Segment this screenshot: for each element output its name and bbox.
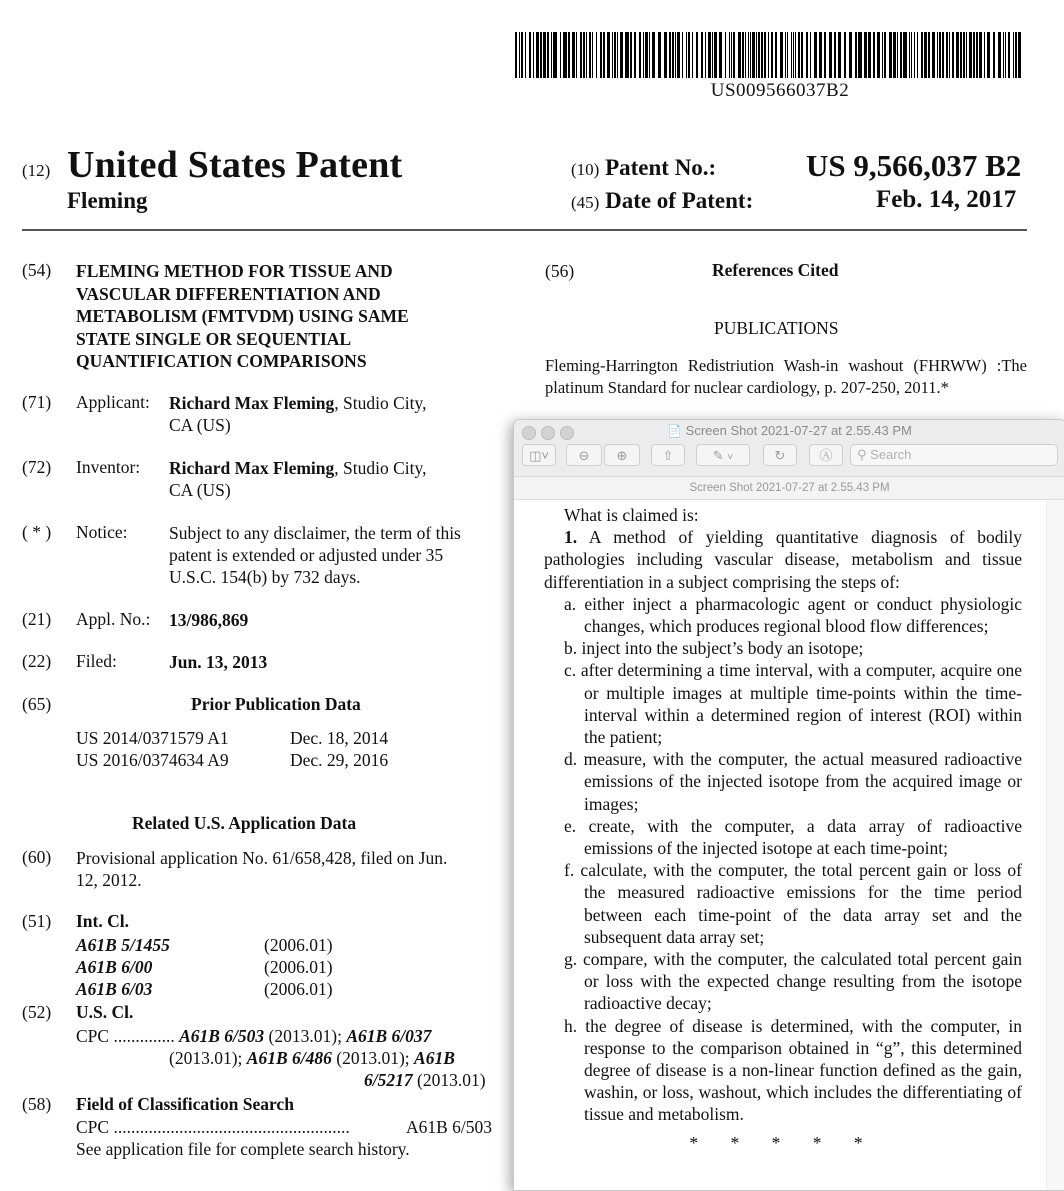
barcode-bar — [984, 32, 985, 78]
int-cl-year: (2006.01) — [264, 979, 333, 999]
barcode-bar — [712, 32, 713, 78]
prior-pub-row — [76, 727, 389, 749]
barcode-bar — [589, 32, 591, 78]
invention-title-line: QUANTIFICATION COMPARISONS — [76, 351, 367, 371]
barcode-bar — [688, 32, 690, 78]
barcode-bar — [855, 32, 857, 78]
barcode-bar — [675, 32, 676, 78]
barcode-bar — [900, 32, 902, 78]
barcode-bar — [877, 32, 880, 78]
us-cl-heading: U.S. Cl. — [76, 1002, 134, 1022]
zoom-in-button[interactable] — [604, 444, 640, 466]
invention-title — [76, 260, 496, 373]
barcode-bar — [603, 32, 605, 78]
barcode-bar — [592, 32, 593, 78]
code-54: (54) — [22, 260, 52, 280]
barcode-bar — [1008, 32, 1010, 78]
notice-line: U.S.C. 154(b) by 732 days. — [169, 567, 361, 587]
patent-number-label: Patent No.: — [605, 155, 717, 180]
int-cl-heading: Int. Cl. — [76, 911, 129, 931]
barcode-bar — [775, 32, 777, 78]
inventor-name: Richard Max Fleming — [169, 458, 335, 478]
barcode-bar — [652, 32, 655, 78]
barcode-bar — [791, 32, 792, 78]
code-56: (56) — [545, 261, 575, 281]
barcode-bar — [917, 32, 918, 78]
barcode-bar — [686, 32, 687, 78]
barcode-bar — [993, 32, 995, 78]
barcode-bar — [701, 32, 703, 78]
code-45: (45) — [571, 193, 600, 212]
barcode-bar — [672, 32, 674, 78]
barcode-bar — [553, 32, 557, 78]
code-52: (52) — [22, 1002, 52, 1022]
applicant-location: , Studio City, — [334, 393, 427, 413]
barcode-bar — [586, 32, 587, 78]
barcode-bar — [973, 32, 975, 78]
notice-line: Subject to any disclaimer, the term of this — [169, 523, 461, 543]
barcode-bar — [858, 32, 862, 78]
provisional-line: 12, 2012. — [76, 870, 142, 890]
share-button[interactable] — [651, 444, 685, 466]
claim-step: h. the degree of disease is determined, with the computer, in response to the comparison obtained in “g”, this determined degree of disease is a non-linear function defined as the gain, washin, or loss, washout, which includes the differentiating of tissue and metabolism. — [564, 1015, 1022, 1125]
claim-step: e. create, with the computer, a data array of radioactive emissions of the injected isotope at each time-point; — [564, 815, 1022, 859]
barcode-bar — [909, 32, 910, 78]
filed-date: Jun. 13, 2013 — [169, 652, 268, 672]
window-title-text: Screen Shot 2021-07-27 at 2.55.43 PM — [685, 423, 912, 438]
invention-title-line: METABOLISM (FMTVDM) USING SAME — [76, 306, 409, 326]
appl-no-label: Appl. No.: — [76, 609, 151, 629]
barcode-bar — [979, 32, 982, 78]
search-field[interactable] — [850, 444, 1058, 466]
barcode-bar — [819, 32, 822, 78]
barcode-bar — [914, 32, 915, 78]
sidebar-icon: ◫˅ — [529, 448, 549, 463]
barcode-bar — [708, 32, 711, 78]
barcode-bar — [669, 32, 671, 78]
barcode-bar — [849, 32, 852, 78]
barcode-bar — [810, 32, 811, 78]
provisional-line: Provisional application No. 61/658,428, filed on Jun. — [76, 848, 448, 868]
barcode-bar — [928, 32, 930, 78]
window-titlebar[interactable] — [514, 420, 1064, 477]
inventor-label: Inventor: — [76, 457, 141, 477]
search-placeholder: Search — [870, 447, 912, 462]
barcode-bar — [572, 32, 575, 78]
barcode-bar — [682, 32, 683, 78]
code-60: (60) — [22, 847, 52, 867]
barcode-bar — [960, 32, 962, 78]
inventor-location: , Studio City, — [334, 458, 427, 478]
barcode-bar — [939, 32, 941, 78]
date-label-row — [571, 188, 753, 214]
cpc-prefix: CPC .............. — [76, 1026, 175, 1046]
barcode-number: US009566037B2 — [710, 80, 850, 101]
rotate-icon: ↻ — [774, 448, 786, 463]
cpc-code: A61B 6/037 — [346, 1026, 432, 1046]
barcode-bar — [824, 32, 826, 78]
claim-step: d. measure, with the computer, the actual measured radioactive emissions of the injected isotope from the acquired image or images; — [564, 749, 1022, 814]
barcode-bar — [844, 32, 846, 78]
barcode-image — [515, 32, 1027, 78]
applicant-country: CA (US) — [169, 415, 231, 435]
barcode-bar — [738, 32, 741, 78]
annotate-button[interactable] — [809, 444, 843, 466]
barcode-bar — [976, 32, 978, 78]
barcode-bar — [873, 32, 875, 78]
annotate-icon: Ⓐ — [819, 448, 833, 463]
invention-title-line: VASCULAR DIFFERENTIATION AND — [76, 283, 381, 304]
int-cl-row — [76, 956, 333, 978]
barcode-bar — [614, 32, 616, 78]
cpc-line-2 — [169, 1047, 455, 1069]
field-cpc-prefix: CPC ...................................................... — [76, 1117, 350, 1137]
int-cl-row — [76, 934, 333, 956]
barcode-bar — [952, 32, 954, 78]
barcode-bar — [612, 32, 613, 78]
barcode-bar — [889, 32, 892, 78]
preview-window[interactable] — [513, 419, 1064, 1191]
prior-pub-date: Dec. 18, 2014 — [290, 728, 389, 748]
barcode-bar — [583, 32, 585, 78]
appl-no: 13/986,869 — [169, 610, 249, 630]
code-51: (51) — [22, 911, 52, 931]
code-65: (65) — [22, 694, 52, 714]
int-cl-year: (2006.01) — [264, 957, 333, 977]
barcode-bar — [798, 32, 800, 78]
barcode-bar — [596, 32, 597, 78]
prior-pub-number: US 2014/0371579 A1 — [76, 728, 229, 748]
barcode-bar — [937, 32, 938, 78]
code-22: (22) — [22, 651, 52, 671]
pen-icon: ✎ — [712, 448, 724, 463]
barcode-bar — [785, 32, 786, 78]
barcode-bar — [540, 32, 542, 78]
barcode-bar — [1003, 32, 1004, 78]
barcode-bar — [547, 32, 549, 78]
document-title-bar: Screen Shot 2021-07-27 at 2.55.43 PM — [514, 477, 1064, 500]
applicant-label: Applicant: — [76, 392, 150, 412]
barcode-bar — [838, 32, 841, 78]
patent-date: Feb. 14, 2017 — [876, 186, 1017, 213]
int-cl-code: A61B 6/00 — [76, 957, 153, 977]
barcode-bar — [519, 32, 520, 78]
barcode-bar — [764, 32, 766, 78]
barcode-bar — [705, 32, 706, 78]
field-search-heading: Field of Classification Search — [76, 1094, 294, 1114]
barcode-bar — [649, 32, 650, 78]
barcode-bar — [864, 32, 867, 78]
barcode-bar — [625, 32, 629, 78]
markup-button[interactable] — [696, 444, 750, 466]
barcode-bar — [725, 32, 726, 78]
barcode-bar — [576, 32, 577, 78]
references-cited-heading: References Cited — [712, 260, 839, 280]
applicant-value — [169, 392, 426, 436]
filed-label: Filed: — [76, 651, 117, 671]
barcode-bar — [969, 32, 972, 78]
barcode-bar — [1013, 32, 1014, 78]
prior-publication-heading: Prior Publication Data — [191, 694, 361, 714]
claim-text: A method of yielding quantitative diagnosis of bodily pathologies including vascular disease, metabolism and tissue differentiation in a subject comprising the steps of: — [544, 527, 1022, 592]
date-label: Date of Patent: — [605, 188, 754, 213]
publications-heading: PUBLICATIONS — [714, 318, 839, 338]
invention-title-line: STATE SINGLE OR SEQUENTIAL — [76, 328, 352, 349]
barcode-bar — [966, 32, 967, 78]
claim-number: 1. — [564, 527, 578, 548]
barcode-bar — [733, 32, 735, 78]
barcode-bar — [630, 32, 632, 78]
barcode-bar — [543, 32, 546, 78]
field-cpc-value: A61B 6/503 — [406, 1117, 493, 1137]
zoom-in-icon: ⊕ — [616, 448, 628, 463]
chevron-down-icon: ˅ — [727, 452, 734, 463]
notice-text — [169, 522, 461, 588]
barcode-bar — [956, 32, 959, 78]
barcode-bar — [963, 32, 965, 78]
barcode-bar — [795, 32, 796, 78]
cpc-code: A61B 6/486 — [246, 1048, 332, 1068]
patent-number: US 9,566,037 B2 — [806, 148, 1022, 183]
barcode-bar — [731, 32, 732, 78]
notice-label: Notice: — [76, 522, 128, 542]
barcode-bar — [949, 32, 950, 78]
barcode-bar — [643, 32, 644, 78]
zoom-out-button[interactable] — [566, 444, 602, 466]
barcode-bar — [536, 32, 539, 78]
cpc-code: A61B 6/503 — [179, 1026, 265, 1046]
barcode-bar — [745, 32, 746, 78]
claims-intro: What is claimed is: — [564, 505, 699, 525]
barcode-bar — [829, 32, 832, 78]
barcode-bar — [893, 32, 896, 78]
barcode-bar — [806, 32, 808, 78]
int-cl-code: A61B 5/1455 — [76, 935, 170, 955]
barcode-bar — [758, 32, 760, 78]
cpc-year: (2013.01) — [412, 1070, 486, 1090]
inventor-country: CA (US) — [169, 480, 231, 500]
barcode-bar — [529, 32, 531, 78]
barcode-bar — [639, 32, 641, 78]
barcode-bar — [729, 32, 730, 78]
barcode-bar — [756, 32, 757, 78]
publication-citation: Fleming-Harrington Redistriution Wash-in washout (FHRWW) :The platinum Standard for nuclear cardiology, p. 207-250, 2011.* — [545, 356, 1027, 397]
window-title — [514, 423, 1064, 438]
code-notice: ( * ) — [22, 522, 52, 542]
cpc-year: (2013.01); — [264, 1026, 347, 1046]
barcode-bar — [998, 32, 1001, 78]
cpc-year: (2013.01); — [169, 1048, 247, 1068]
barcode-bar — [903, 32, 907, 78]
claim-1 — [544, 526, 1022, 593]
barcode-bar — [742, 32, 744, 78]
prior-pub-row — [76, 749, 389, 771]
barcode-bar — [761, 32, 763, 78]
claims-text — [544, 504, 1022, 1154]
barcode-bar — [942, 32, 944, 78]
barcode-bar — [911, 32, 912, 78]
cpc-line-3 — [364, 1069, 486, 1091]
code-10: (10) — [571, 160, 600, 179]
sidebar-toggle-button[interactable] — [522, 444, 556, 466]
claim-steps — [544, 593, 1022, 1126]
barcode-bar — [696, 32, 698, 78]
patent-title: United States Patent — [67, 144, 403, 186]
patent-number-label-row — [571, 155, 716, 181]
rotate-button[interactable] — [763, 444, 797, 466]
barcode-bar — [946, 32, 948, 78]
code-21: (21) — [22, 609, 52, 629]
barcode-bar — [568, 32, 570, 78]
barcode-bar — [620, 32, 623, 78]
claim-step: b. inject into the subject’s body an isotope; — [564, 638, 864, 659]
related-app-heading: Related U.S. Application Data — [132, 813, 357, 833]
barcode-bar — [882, 32, 883, 78]
barcode-bar — [921, 32, 923, 78]
barcode-bar — [932, 32, 935, 78]
barcode-bar — [515, 32, 517, 78]
barcode-bar — [580, 32, 582, 78]
prior-pub-number: US 2016/0374634 A9 — [76, 750, 229, 770]
scrollbar[interactable] — [1046, 500, 1064, 1191]
barcode-bar — [692, 32, 693, 78]
inventor-value — [169, 457, 426, 501]
code-12: (12) — [22, 161, 51, 180]
barcode-bar — [752, 32, 755, 78]
barcode-bar — [771, 32, 773, 78]
barcode-bar — [645, 32, 648, 78]
inventor-surname: Fleming — [67, 188, 148, 213]
applicant-name: Richard Max Fleming — [169, 393, 335, 413]
field-note: See application file for complete search history. — [76, 1139, 410, 1159]
barcode-bar — [793, 32, 794, 78]
cpc-year: (2013.01); — [331, 1048, 415, 1068]
int-cl-code: A61B 6/03 — [76, 979, 153, 999]
cpc-code: A61B — [414, 1048, 455, 1068]
barcode-bar — [814, 32, 817, 78]
barcode-bar — [719, 32, 722, 78]
barcode-bar — [677, 32, 680, 78]
zoom-out-icon: ⊖ — [578, 448, 590, 463]
barcode-bar — [924, 32, 927, 78]
int-cl-row — [76, 978, 333, 1000]
prior-pub-date: Dec. 29, 2016 — [290, 750, 389, 770]
claim-step: g. compare, with the computer, the calculated total percent gain or loss with the expected change resulting from the isotope radioactive decay; — [564, 949, 1022, 1014]
search-icon: ⚲ — [857, 447, 867, 462]
barcode-bar — [768, 32, 769, 78]
barcode-bar — [801, 32, 803, 78]
code-58: (58) — [22, 1094, 52, 1114]
barcode-bar — [714, 32, 717, 78]
code-72: (72) — [22, 457, 52, 477]
document-icon: 📄 — [667, 424, 683, 438]
barcode-bar — [834, 32, 836, 78]
share-icon: ⇧ — [662, 448, 674, 463]
barcode-bar — [521, 32, 523, 78]
claim-step: a. either inject a pharmacologic agent or conduct physiologic changes, which produces regional blood flow differences; — [564, 593, 1022, 637]
barcode-bar — [897, 32, 898, 78]
barcode-bar — [560, 32, 561, 78]
claim-step: f. calculate, with the computer, the total percent gain or loss of the measured radioactive emissions for the time period between each time-point of the data array set and the subsequent data array set; — [564, 860, 1022, 947]
barcode-bar — [533, 32, 534, 78]
barcode-bar — [664, 32, 667, 78]
document-view[interactable] — [514, 500, 1064, 1191]
notice-line: patent is extended or adjusted under 35 — [169, 545, 444, 565]
provisional-text — [76, 847, 506, 891]
barcode-bar — [1018, 32, 1021, 78]
barcode-bar — [634, 32, 636, 78]
barcode-bar — [1015, 32, 1017, 78]
barcode-bar — [987, 32, 990, 78]
barcode-bar — [787, 32, 788, 78]
barcode-bar — [1005, 32, 1006, 78]
barcode-bar — [884, 32, 886, 78]
code-71: (71) — [22, 392, 52, 412]
end-stars: * * * * * — [689, 1132, 877, 1153]
barcode-bar — [600, 32, 602, 78]
barcode-bar — [780, 32, 783, 78]
barcode-bar — [563, 32, 567, 78]
barcode-bar — [748, 32, 749, 78]
barcode-bar — [750, 32, 751, 78]
int-cl-year: (2006.01) — [264, 935, 333, 955]
invention-title-line: FLEMING METHOD FOR TISSUE AND — [76, 261, 393, 281]
barcode-bar — [607, 32, 610, 78]
barcode-bar — [551, 32, 552, 78]
barcode-bar — [868, 32, 871, 78]
barcode-bar — [617, 32, 618, 78]
barcode-bar — [658, 32, 661, 78]
cpc-code: 6/5217 — [364, 1070, 413, 1090]
barcode-bar — [525, 32, 526, 78]
cpc-line-1 — [76, 1025, 431, 1047]
claim-step: c. after determining a time interval, with a computer, acquire one or multiple images at multiple time-points within the time-interval within a determined region of interest (ROI) within the patient; — [564, 660, 1022, 748]
header-rule — [22, 229, 1027, 231]
